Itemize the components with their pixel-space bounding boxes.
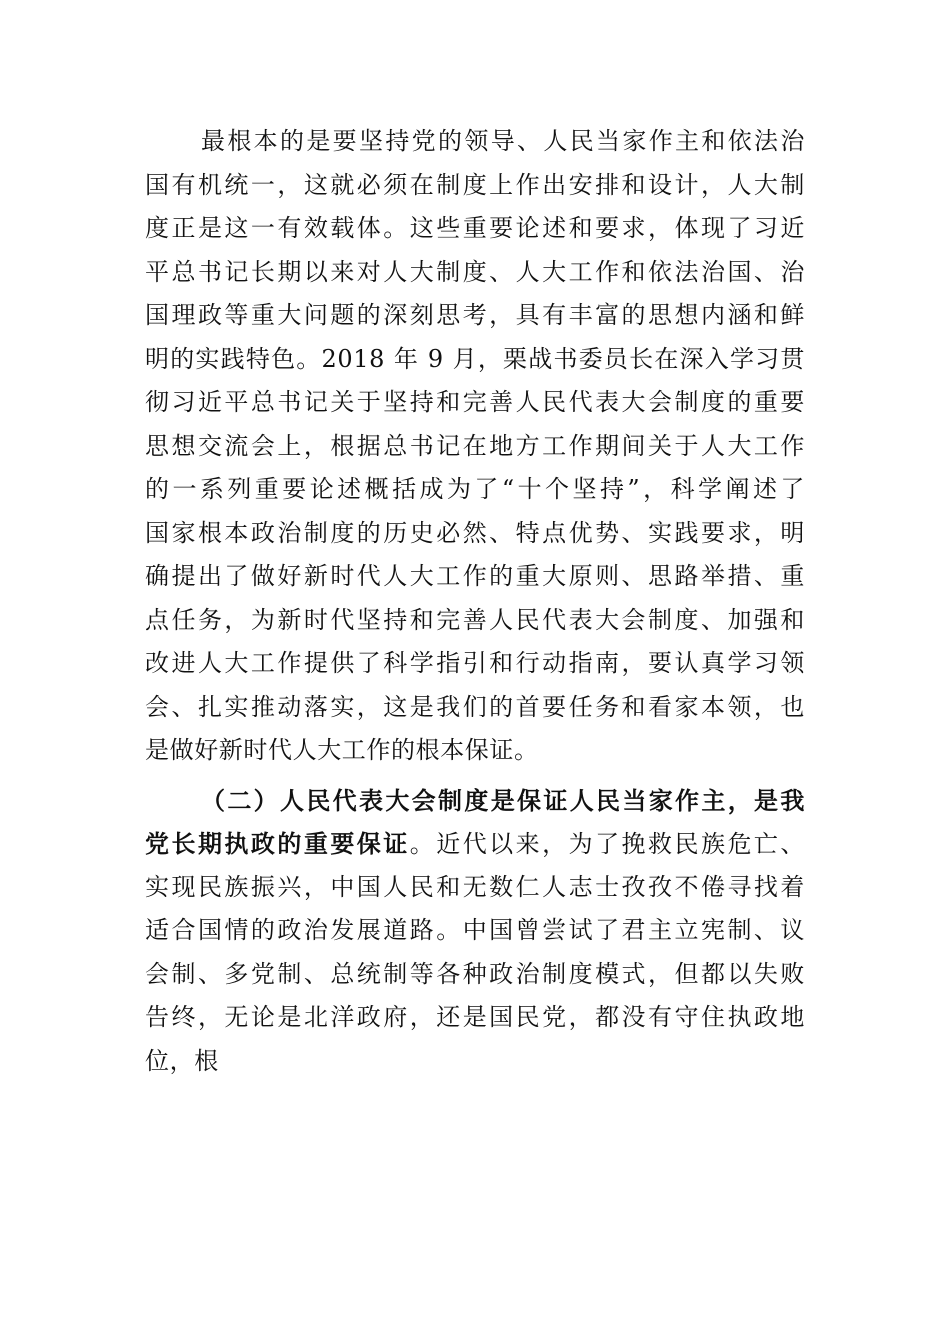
paragraph-line: 国有机统一，这就必须在制度上作出安排和设计，人大制 <box>145 170 805 199</box>
section-heading-continued: 党长期执政的重要保证 <box>145 829 410 858</box>
paragraph-line: 平总书记长期以来对人大制度、人大工作和依法治国、治 <box>145 257 805 286</box>
paragraph-line: 会制、多党制、总统制等各种政治制度模式，但都以失败 <box>145 959 805 988</box>
paragraph-line: 告终，无论是北洋政府，还是国民党，都没有守住执政地 <box>145 1003 805 1031</box>
section-heading: （二）人民代表大会制度是保证人民当家作主，是我 <box>201 785 805 815</box>
paragraph-line: 国理政等重大问题的深刻思考，具有丰富的思想内涵和鲜 <box>145 301 805 329</box>
paragraph-2 <box>145 779 805 1084</box>
paragraph-line: 适合国情的政治发展道路。中国曾尝试了君主立宪制、议 <box>145 916 805 944</box>
paragraph-line: 位，根 <box>145 1046 219 1075</box>
paragraph-line: 的一系列重要论述概括成为了“十个坚持”，科学阐述了 <box>145 475 805 503</box>
paragraph-line: 彻习近平总书记关于坚持和完善人民代表大会制度的重要 <box>145 388 805 416</box>
paragraph-line: 最根本的是要坚持党的领导、人民当家作主和依法治 <box>201 127 805 155</box>
paragraph-line: 确提出了做好新时代人大工作的重大原则、思路举措、重 <box>145 562 805 590</box>
paragraph-1 <box>145 120 805 773</box>
paragraph-line: 实现民族振兴，中国人民和无数仁人志士孜孜不倦寻找着 <box>145 872 805 901</box>
paragraph-line: 明的实践特色。2018 年 9 月，栗战书委员长在深入学习贯 <box>145 344 805 373</box>
paragraph-text: 。近代以来，为了挽救民族危亡、 <box>409 830 805 858</box>
paragraph-line <box>145 822 805 866</box>
paragraph-line: 会、扎实推动落实，这是我们的首要任务和看家本领，也 <box>145 692 805 721</box>
paragraph-line: 是做好新时代人大工作的根本保证。 <box>145 736 539 764</box>
document-body <box>145 120 805 1083</box>
paragraph-line: 思想交流会上，根据总书记在地方工作期间关于人大工作 <box>145 431 805 460</box>
paragraph-line: 点任务，为新时代坚持和完善人民代表大会制度、加强和 <box>145 605 805 634</box>
paragraph-line: 度正是这一有效载体。这些重要论述和要求，体现了习近 <box>145 214 805 242</box>
paragraph-line: 改进人大工作提供了科学指引和行动指南，要认真学习领 <box>145 649 805 677</box>
paragraph-line: 国家根本政治制度的历史必然、特点优势、实践要求，明 <box>145 518 805 547</box>
